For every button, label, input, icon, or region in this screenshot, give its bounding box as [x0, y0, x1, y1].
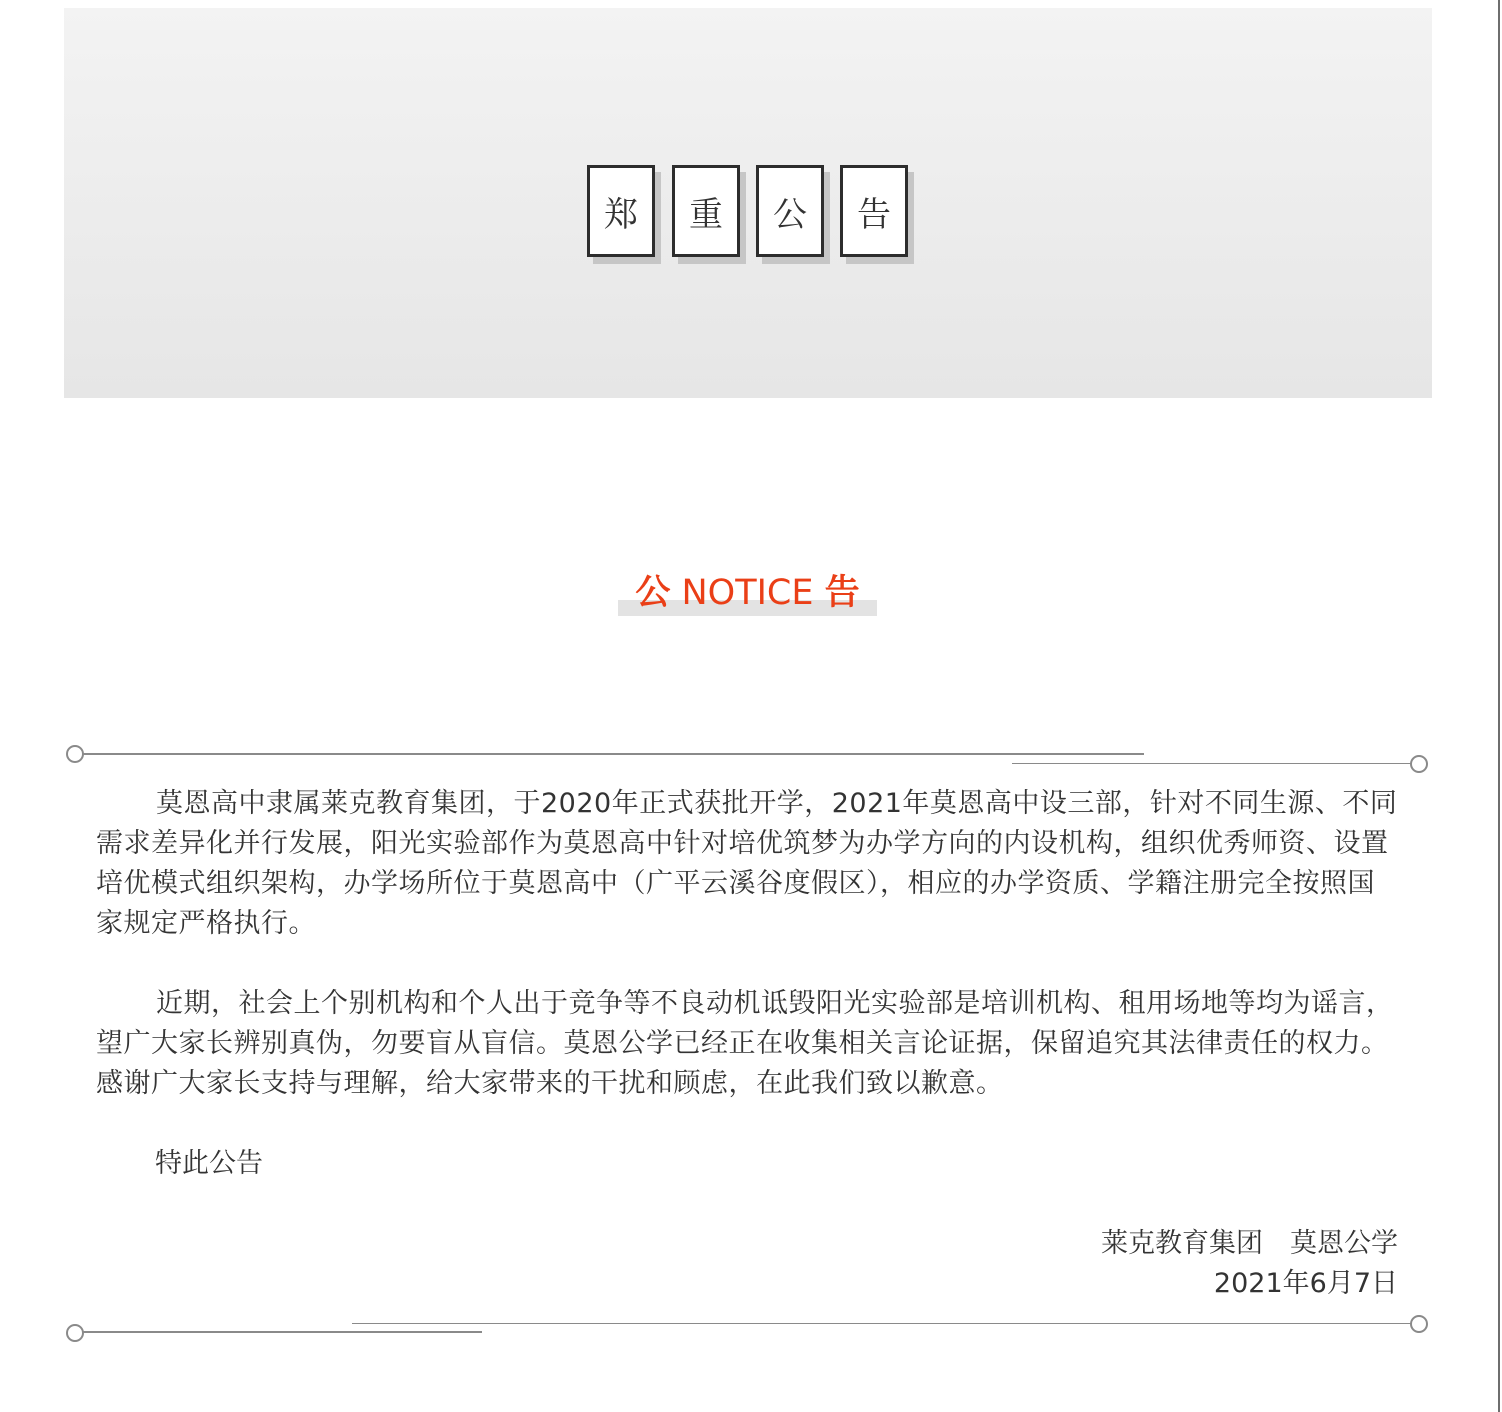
- signature-org: 莱克教育集团 莫恩公学: [1101, 1228, 1398, 1259]
- header-banner: [64, 8, 1432, 398]
- body-paragraph-1: 莫恩高中隶属莱克教育集团，于2020年正式获批开学，2021年莫恩高中设三部，针对不同生源、不同需求差异化并行发展，阳光实验部作为莫恩高中针对培优筑梦为办学方向的内设机构，组织优秀师资、设置培优模式组织架构，办学场所位于莫恩高中（广平云溪谷度假区），相应的办学资质、学籍注册完全按照国家规定严格执行。: [96, 788, 1398, 939]
- divider-ring-icon: [66, 745, 84, 763]
- body-paragraph-2: 近期，社会上个别机构和个人出于竞争等不良动机诋毁阳光实验部是培训机构、租用场地等均为谣言，望广大家长辨别真伪，勿要盲从盲信。莫恩公学已经正在收集相关言论证据，保留追究其法律责任的权力。感谢广大家长支持与理解，给大家带来的干扰和顾虑，在此我们致以歉意。: [96, 988, 1394, 1099]
- bottom-divider-line-secondary: [352, 1323, 1412, 1324]
- title-char-box: 公: [756, 165, 824, 257]
- title-char-box: 郑: [587, 165, 655, 257]
- divider-ring-icon: [1410, 1315, 1428, 1333]
- closing-text: 特此公告: [155, 1148, 263, 1179]
- title-char-box: 告: [840, 165, 908, 257]
- notice-heading-left: 公: [635, 573, 671, 613]
- notice-heading-text: [618, 570, 877, 616]
- title-char-box: 重: [672, 165, 740, 257]
- notice-heading-middle: NOTICE: [681, 573, 814, 613]
- notice-heading-right: 告: [824, 573, 860, 613]
- signature-date: 2021年6月7日: [1213, 1268, 1398, 1299]
- top-divider-line-secondary: [1012, 763, 1412, 764]
- top-divider-line: [82, 753, 1144, 755]
- divider-ring-icon: [66, 1324, 84, 1342]
- notice-heading: [618, 570, 878, 620]
- page-edge-line: [1498, 0, 1500, 1412]
- divider-ring-icon: [1410, 755, 1428, 773]
- bottom-divider-line: [82, 1331, 482, 1333]
